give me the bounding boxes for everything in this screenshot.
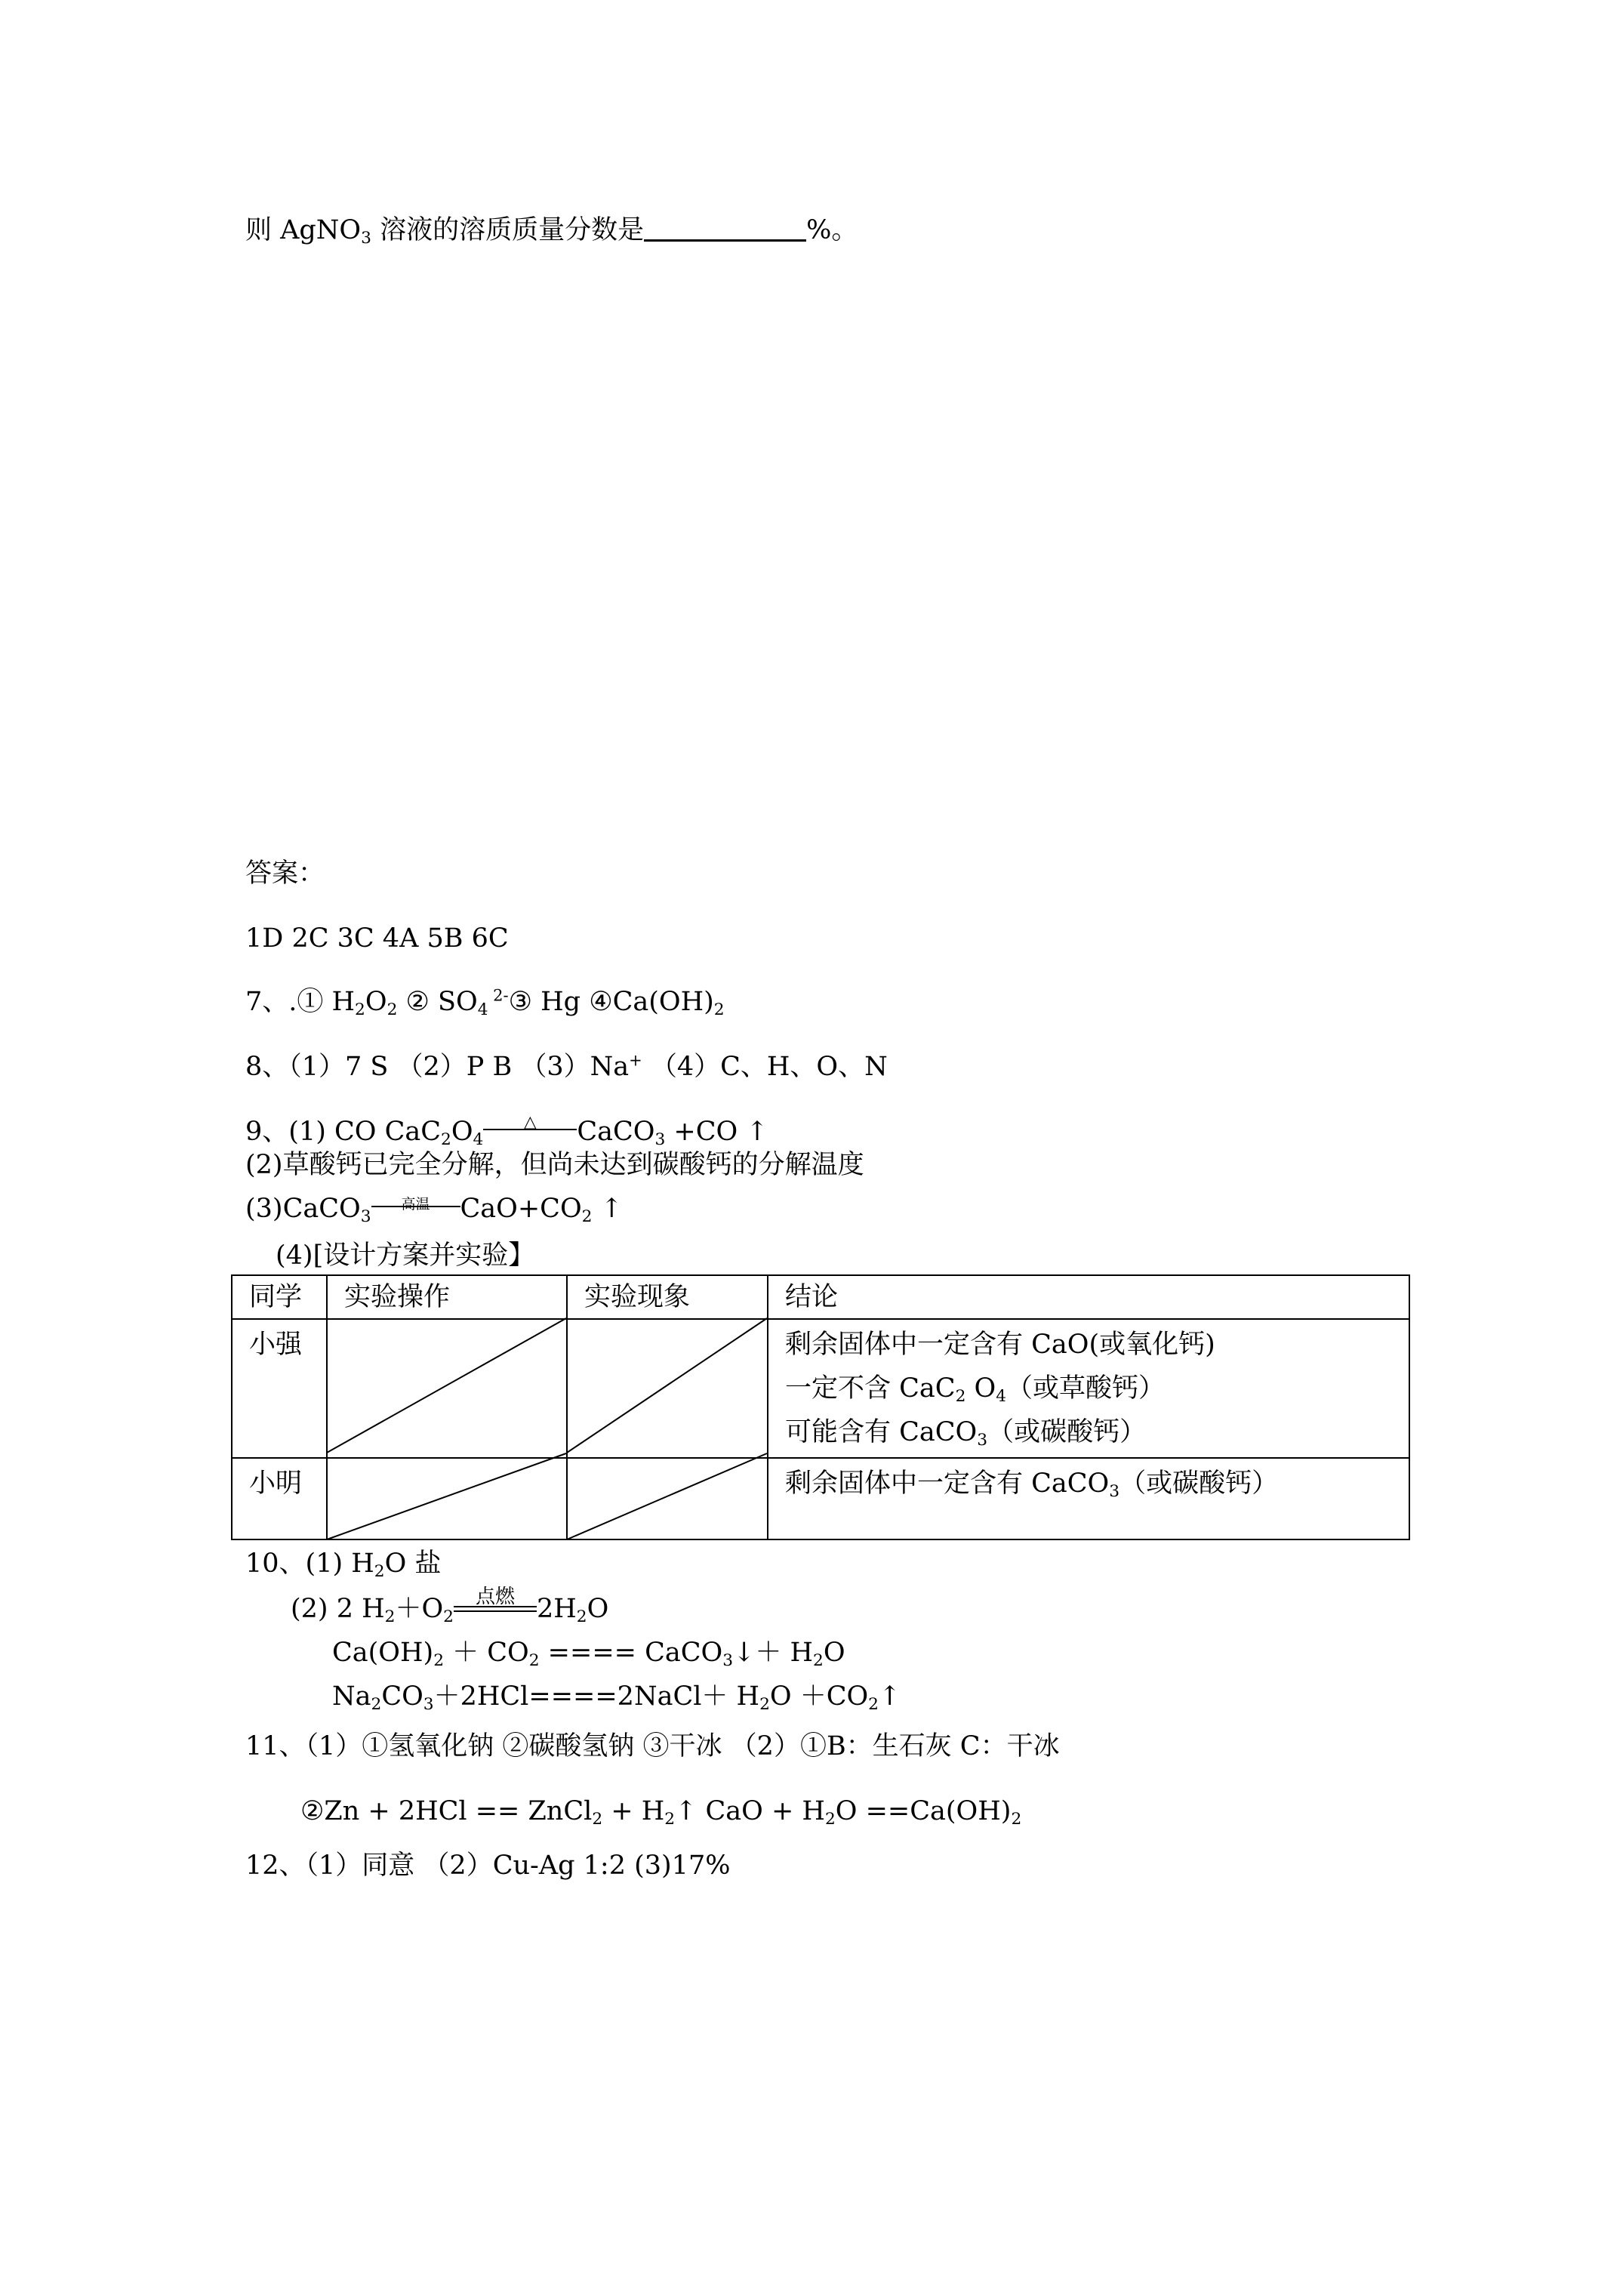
experiment-table [231,1274,1409,1540]
reaction-condition-high-temp: 高温 [371,1196,460,1219]
answer-line-11-1: 11、（1）①氢氧化钠 ②碳酸氢钠 ③干冰 （2）①B：生石灰 C：干冰 [245,1731,1060,1761]
row2-student: 小明 [232,1458,327,1539]
answer-line-12: 12、（1）同意 （2）Cu-Ag 1:2 (3)17% [245,1851,731,1881]
answer-line-9-2: (2)草酸钙已完全分解，但尚未达到碳酸钙的分解温度 [245,1150,864,1180]
reaction-condition-heat: △ [483,1119,577,1142]
row2-phenomenon-empty [567,1458,768,1539]
row1-operation-empty [327,1319,567,1458]
answer-line-1-6: 1D 2C 3C 4A 5B 6C [245,923,509,954]
reaction-condition-ignite: 点燃 [454,1596,537,1619]
row1-phenomenon-empty [567,1319,768,1458]
answer-line-9-3: (3)CaCO$_3$ 高温 $CaO+CO_2$ ↑ [245,1194,623,1227]
answer-line-7: 7、.① $H_2O_2$ ② $SO_4$ $^{2-}$③ Hg $④Ca(OH)_2$ [245,986,725,1020]
answer-line-10-3: $Ca(OH)_2 + CO_2$ ==== CaCO$_3$↓＋ $H_2O$ [332,1638,845,1671]
row2-conclusion: 剩余固体中一定含有 CaCO$_3$（或碳酸钙） [768,1458,1409,1539]
header-conclusion: 结论 [768,1275,1409,1319]
answer-blank[interactable] [644,217,806,242]
answers-heading: 答案： [245,858,325,889]
answer-line-9-1: 9、(1) CO $CaC_2O_4$ △ CaCO$_3$ +CO ↑ [245,1113,768,1150]
answer-line-9-4: (4)[设计方案并实验】 [276,1240,535,1271]
answer-line-10-4: $Na_2CO_3+2HCl====2NaCl+ H_2O$ $+CO_2↑$ [332,1681,901,1715]
answer-line-10-2: (2) 2 $H_2+O_2$ 点燃 $2H_2O$ [291,1586,609,1627]
answer-line-8: 8、（1）7 S （2）P B （3）Na+ （4）C、H、O、N [245,1051,888,1082]
answer-line-10-1: 10、(1) $H_2O$ 盐 [245,1549,442,1582]
header-student: 同学 [232,1275,327,1319]
row1-conclusion: 剩余固体中一定含有 CaO(或氧化钙) 一定不含 CaC$_2$ $O_4$（或草酸钙） 可能含有 CaCO$_3$（或碳酸钙） [768,1319,1409,1458]
header-phenomenon: 实验现象 [567,1275,768,1319]
header-operation: 实验操作 [327,1275,567,1319]
row2-operation-empty [327,1458,567,1539]
answer-line-11-2: ②Zn + 2HCl == ZnCl$_2$ + $H_2↑$ CaO + $H_2O ==Ca(OH)_2$ [300,1796,1022,1829]
question-line: 则 AgNO$_3$ 溶液的溶质质量分数是 %。 [245,215,858,248]
row1-student: 小强 [232,1319,327,1458]
